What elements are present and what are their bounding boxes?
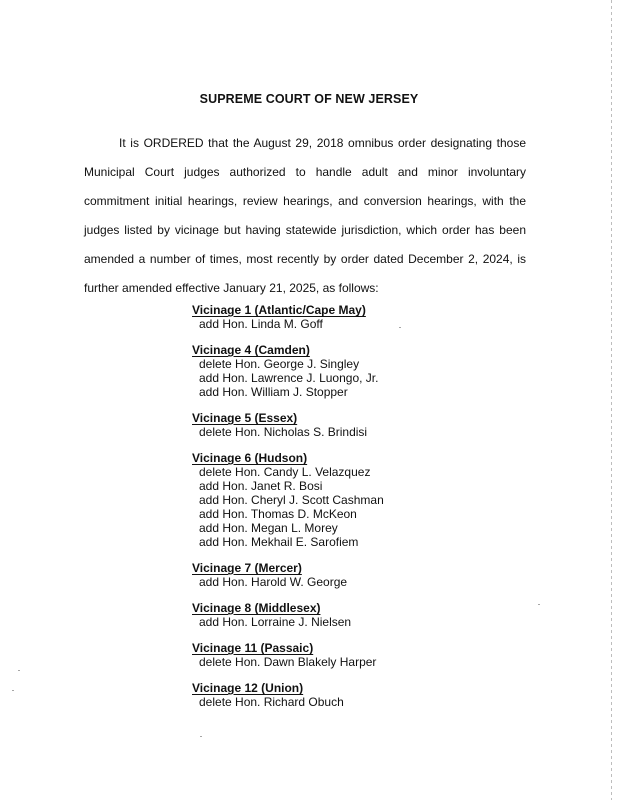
judge-entry: add Hon. Harold W. George bbox=[199, 575, 348, 589]
vicinage-heading: Vicinage 6 (Hudson) bbox=[192, 451, 308, 465]
vicinage-block bbox=[192, 303, 492, 331]
vicinage-block bbox=[192, 601, 492, 629]
judge-entry: add Hon. Cheryl J. Scott Cashman bbox=[199, 493, 384, 507]
judge-entry: add Hon. Thomas D. McKeon bbox=[199, 507, 357, 521]
vicinage-block bbox=[192, 561, 492, 589]
vicinage-block bbox=[192, 411, 492, 439]
judge-entry: delete Hon. Dawn Blakely Harper bbox=[199, 655, 377, 669]
judge-entry: add Hon. William J. Stopper bbox=[199, 385, 348, 399]
judge-entry: delete Hon. Candy L. Velazquez bbox=[199, 465, 371, 479]
vicinage-heading: Vicinage 1 (Atlantic/Cape May) bbox=[192, 303, 366, 317]
vicinage-block bbox=[192, 343, 492, 399]
paragraph-line: commitment initial hearings, review hearings, and conversion hearings, with the bbox=[84, 194, 526, 208]
vicinage-heading: Vicinage 5 (Essex) bbox=[192, 411, 298, 425]
paragraph-line: amended a number of times, most recently by order dated December 2, 2024, is bbox=[84, 252, 526, 266]
judge-entry: add Hon. Lawrence J. Luongo, Jr. bbox=[199, 371, 379, 385]
vicinage-list bbox=[192, 303, 492, 721]
scan-speck bbox=[12, 690, 14, 691]
paragraph-line: Municipal Court judges authorized to handle adult and minor involuntary bbox=[84, 165, 526, 179]
scan-speck bbox=[18, 670, 20, 671]
judge-entry: delete Hon. George J. Singley bbox=[199, 357, 360, 371]
vicinage-block bbox=[192, 451, 492, 549]
judge-entry: add Hon. Linda M. Goff bbox=[199, 317, 323, 331]
vicinage-heading: Vicinage 11 (Passaic) bbox=[192, 641, 314, 655]
vicinage-heading: Vicinage 4 (Camden) bbox=[192, 343, 310, 357]
paragraph-line: further amended effective January 21, 2025, as follows: bbox=[84, 281, 379, 295]
vicinage-heading: Vicinage 7 (Mercer) bbox=[192, 561, 302, 575]
judge-entry: add Hon. Mekhail E. Sarofiem bbox=[199, 535, 359, 549]
scan-speck bbox=[200, 736, 202, 737]
judge-entry: add Hon. Lorraine J. Nielsen bbox=[199, 615, 352, 629]
scan-edge-line bbox=[611, 0, 612, 800]
scan-speck bbox=[399, 327, 401, 328]
page-title: SUPREME COURT OF NEW JERSEY bbox=[199, 92, 419, 106]
paragraph-line: It is ORDERED that the August 29, 2018 omnibus order designating those bbox=[119, 136, 526, 150]
vicinage-block bbox=[192, 681, 492, 709]
judge-entry: delete Hon. Richard Obuch bbox=[199, 695, 344, 709]
paragraph-line: judges listed by vicinage but having statewide jurisdiction, which order has been bbox=[84, 223, 526, 237]
judge-entry: add Hon. Megan L. Morey bbox=[199, 521, 338, 535]
order-paragraph bbox=[84, 129, 526, 303]
judge-entry: add Hon. Janet R. Bosi bbox=[199, 479, 323, 493]
judge-entry: delete Hon. Nicholas S. Brindisi bbox=[199, 425, 368, 439]
vicinage-block bbox=[192, 641, 492, 669]
vicinage-heading: Vicinage 12 (Union) bbox=[192, 681, 304, 695]
vicinage-heading: Vicinage 8 (Middlesex) bbox=[192, 601, 321, 615]
scan-speck bbox=[538, 604, 540, 605]
